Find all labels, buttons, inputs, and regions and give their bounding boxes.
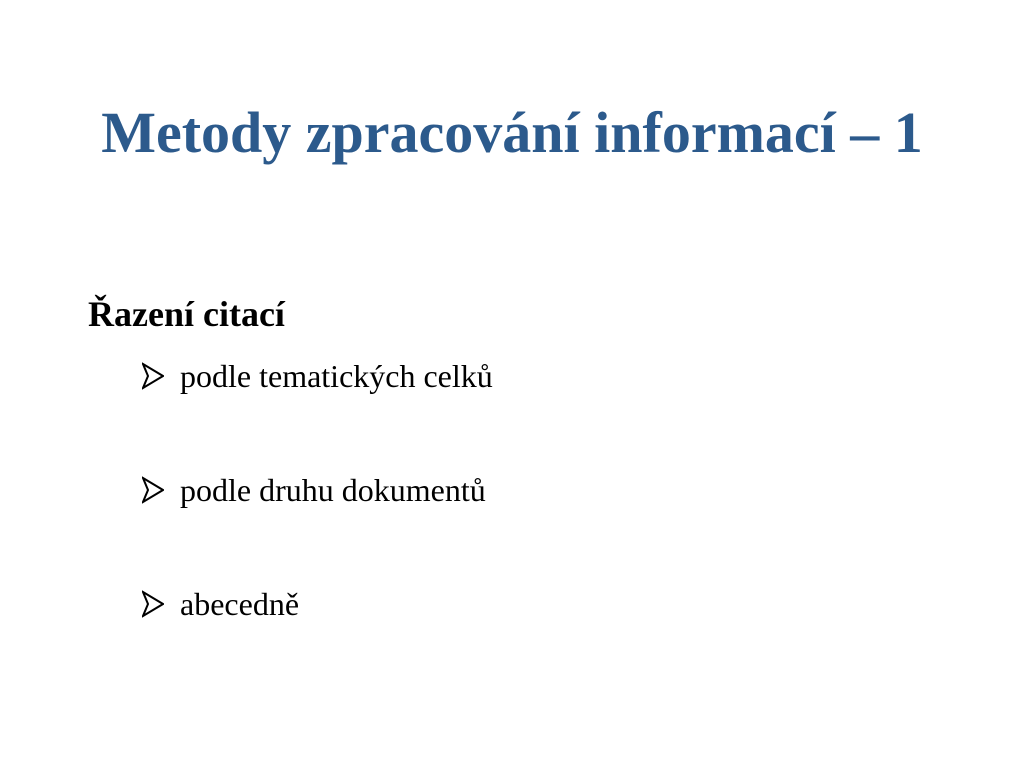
list-item xyxy=(142,468,486,512)
section-heading: Řazení citací xyxy=(88,294,285,334)
arrow-bullet-icon xyxy=(142,590,164,618)
list-item xyxy=(142,354,493,398)
bullet-text: abecedně xyxy=(180,586,300,622)
slide-title: Metody zpracování informací – 1 xyxy=(101,100,923,165)
arrow-bullet-icon xyxy=(142,476,164,504)
bullet-text: podle tematických celků xyxy=(180,358,493,394)
arrow-bullet-icon xyxy=(142,362,164,390)
list-item xyxy=(142,582,299,626)
bullet-text: podle druhu dokumentů xyxy=(180,472,486,508)
